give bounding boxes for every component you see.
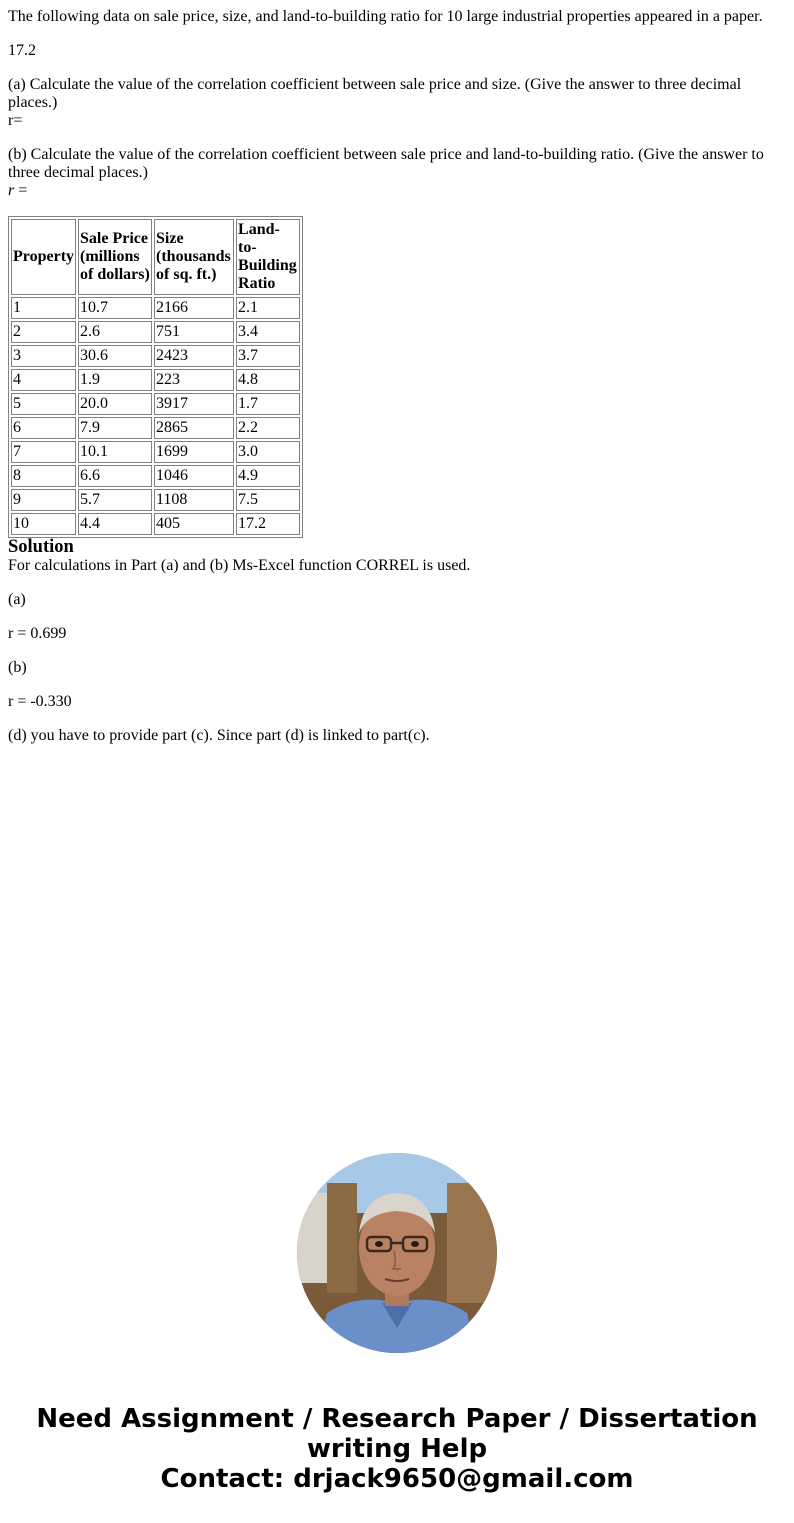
banner-contact: Contact: drjack9650@gmail.com [160, 1464, 634, 1494]
table-row [11, 393, 300, 415]
table-row [11, 321, 300, 343]
cell-sale-price: 10.7 [78, 297, 152, 319]
cell-sale-price: 5.7 [78, 489, 152, 511]
cell-size: 2865 [154, 417, 234, 439]
part-b-answer-eq: = [14, 182, 28, 199]
question-intro: The following data on sale price, size, and land-to-building ratio for 10 large industrial properties appeared in a paper. [8, 8, 763, 25]
table-row [11, 465, 300, 487]
cell-property: 10 [11, 513, 76, 535]
cell-property: 2 [11, 321, 76, 343]
part-a-text: (a) Calculate the value of the correlation coefficient between sale price and size. (Give the answer to three decimal places.) [8, 76, 742, 111]
cell-sale-price: 7.9 [78, 417, 152, 439]
cell-property: 6 [11, 417, 76, 439]
author-avatar [297, 1153, 497, 1353]
solution-method: For calculations in Part (a) and (b) Ms-Excel function CORREL is used. [8, 557, 471, 574]
header-size: Size (thousands of sq. ft.) [154, 219, 234, 295]
question-number: 17.2 [8, 42, 36, 59]
cell-size: 2166 [154, 297, 234, 319]
cell-size: 751 [154, 321, 234, 343]
cell-property: 9 [11, 489, 76, 511]
cell-ratio: 17.2 [236, 513, 300, 535]
promo-banner [0, 1404, 794, 1494]
cell-size: 223 [154, 369, 234, 391]
question-part-b [8, 146, 786, 200]
solution-part-b-result: r = -0.330 [8, 693, 72, 710]
banner-line-1: Need Assignment / Research Paper / Dissertation [36, 1404, 758, 1434]
author-portrait [297, 1153, 497, 1353]
cell-sale-price: 20.0 [78, 393, 152, 415]
header-land-to-building-ratio: Land-to-Building Ratio [236, 219, 300, 295]
cell-ratio: 1.7 [236, 393, 300, 415]
cell-ratio: 2.1 [236, 297, 300, 319]
part-b-answer-var: r [8, 182, 15, 199]
part-b-text: (b) Calculate the value of the correlation coefficient between sale price and land-to-building ratio. (Give the answer to three decimal places.) [8, 146, 764, 181]
cell-sale-price: 4.4 [78, 513, 152, 535]
cell-size: 1699 [154, 441, 234, 463]
table-row [11, 489, 300, 511]
table-row [11, 417, 300, 439]
table-body [11, 297, 300, 535]
solution-part-a-label: (a) [8, 591, 26, 608]
question-part-a [8, 76, 786, 130]
solution-part-b-label: (b) [8, 659, 27, 676]
cell-size: 1108 [154, 489, 234, 511]
solution-heading: Solution [8, 536, 74, 557]
table-row [11, 297, 300, 319]
solution-note: (d) you have to provide part (c). Since part (d) is linked to part(c). [8, 727, 430, 744]
cell-sale-price: 10.1 [78, 441, 152, 463]
cell-size: 1046 [154, 465, 234, 487]
cell-property: 7 [11, 441, 76, 463]
cell-size: 3917 [154, 393, 234, 415]
cell-ratio: 4.8 [236, 369, 300, 391]
part-a-answer-label: r= [8, 112, 23, 129]
cell-sale-price: 2.6 [78, 321, 152, 343]
cell-ratio: 7.5 [236, 489, 300, 511]
cell-property: 1 [11, 297, 76, 319]
table-row [11, 513, 300, 535]
table-header-row [11, 219, 300, 295]
banner-line-2: writing Help [306, 1434, 488, 1464]
cell-sale-price: 6.6 [78, 465, 152, 487]
cell-property: 3 [11, 345, 76, 367]
cell-ratio: 3.7 [236, 345, 300, 367]
cell-size: 405 [154, 513, 234, 535]
header-sale-price: Sale Price (millions of dollars) [78, 219, 152, 295]
cell-ratio: 4.9 [236, 465, 300, 487]
cell-sale-price: 1.9 [78, 369, 152, 391]
cell-property: 4 [11, 369, 76, 391]
cell-sale-price: 30.6 [78, 345, 152, 367]
cell-property: 5 [11, 393, 76, 415]
cell-ratio: 3.0 [236, 441, 300, 463]
property-data-table [8, 216, 303, 538]
cell-property: 8 [11, 465, 76, 487]
cell-ratio: 3.4 [236, 321, 300, 343]
header-property: Property [11, 219, 76, 295]
table-row [11, 369, 300, 391]
solution-part-a-result: r = 0.699 [8, 625, 67, 642]
table-row [11, 345, 300, 367]
cell-ratio: 2.2 [236, 417, 300, 439]
table-row [11, 441, 300, 463]
cell-size: 2423 [154, 345, 234, 367]
